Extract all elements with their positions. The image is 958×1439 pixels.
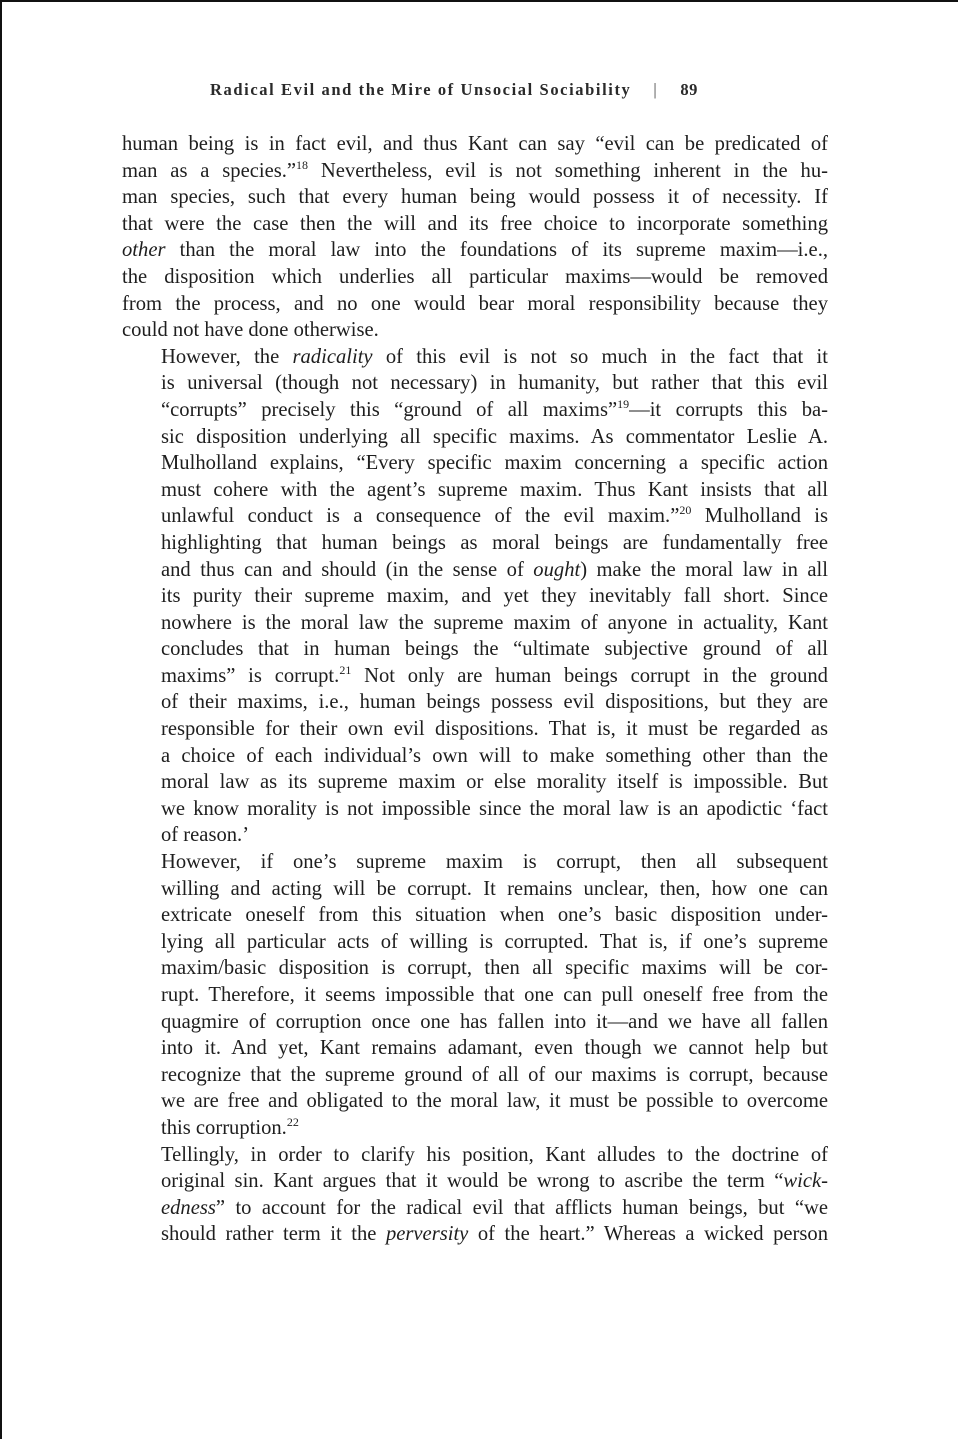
text-run: into it. And yet, Kant remains adamant, even though we cannot help but [161, 1037, 828, 1060]
paragraph [122, 131, 828, 344]
footnote-marker: 20 [679, 503, 692, 518]
text-run: maxims” is corrupt. [161, 664, 340, 687]
text-line [122, 876, 828, 903]
text-run: Nevertheless, evil is not something inherent in the hu- [308, 159, 828, 182]
text-run: highlighting that human beings as moral beings are fundamentally free [161, 531, 828, 554]
text-line [122, 583, 828, 610]
text-run: moral law as its supreme maxim or else morality itself is impossible. But [161, 771, 828, 794]
text-line [122, 211, 828, 238]
text-line [122, 291, 828, 318]
text-run: a choice of each individual’s own will to make something other than the [161, 744, 828, 767]
text-run: concludes that in human beings the “ultimate subjective ground of all [161, 638, 828, 661]
text-line [122, 1062, 828, 1089]
text-run: However, the [161, 345, 293, 368]
text-line [122, 1088, 828, 1115]
text-run: ) make the moral law in all [580, 558, 828, 581]
text-run: should rather term it the [161, 1223, 386, 1246]
emphasis: radicality [292, 345, 373, 368]
text-line [122, 1195, 828, 1222]
text-run: However, if one’s supreme maxim is corrupt, then all subsequent [161, 851, 828, 874]
text-line [122, 1168, 828, 1195]
text-line [122, 955, 828, 982]
emphasis: perversity [385, 1223, 469, 1246]
body-text [122, 131, 828, 1248]
text-line [122, 557, 828, 584]
text-run: Mulholland explains, “Every specific maxim concerning a specific action [161, 452, 828, 475]
text-run: man species, such that every human being would possess it of necessity. If [122, 186, 828, 209]
text-run: lying all particular acts of willing is corrupted. That is, if one’s supreme [161, 930, 828, 953]
text-line [122, 184, 828, 211]
text-run: Mulholland is [691, 505, 828, 528]
text-run: “corrupts” precisely this “ground of all maxims” [161, 398, 618, 421]
text-run: quagmire of corruption once one has fallen into it—and we have all fallen [161, 1010, 828, 1033]
text-run: Not only are human beings corrupt in the ground [351, 664, 828, 687]
text-run: nowhere is the moral law the supreme maxim of anyone in actuality, Kant [161, 611, 828, 634]
text-line [122, 503, 828, 530]
text-run: from the process, and no one would bear moral responsibility because they [122, 292, 828, 315]
footnote-marker: 21 [339, 662, 352, 677]
text-line [122, 264, 828, 291]
text-run: rupt. Therefore, it seems impossible that one can pull oneself free from the [161, 984, 828, 1006]
text-run: human being is in fact evil, and thus Kant can say “evil can be predicated of [122, 133, 828, 155]
text-line [122, 636, 828, 663]
text-run: man as a species.” [122, 159, 297, 182]
text-line [122, 344, 828, 371]
text-run: Tellingly, in order to clarify his position, Kant alludes to the doctrine of [161, 1143, 828, 1166]
text-line [122, 424, 828, 451]
text-run: of their maxims, i.e., human beings possess evil dispositions, but they are [161, 691, 828, 714]
text-run: this corruption. [161, 1116, 287, 1139]
footnote-marker: 18 [296, 157, 309, 172]
text-run: of reason.’ [161, 824, 250, 847]
text-line [122, 689, 828, 716]
text-line [122, 929, 828, 956]
text-line [122, 610, 828, 637]
text-line [122, 902, 828, 929]
text-line [122, 477, 828, 504]
text-run: could not have done otherwise. [122, 319, 379, 342]
text-run: of the heart.” Whereas a wicked person [468, 1223, 829, 1246]
text-run: is universal (though not necessary) in humanity, but rather that this evil [161, 372, 828, 395]
text-line [122, 769, 828, 796]
text-line [122, 1035, 828, 1062]
footnote-marker: 19 [617, 396, 630, 411]
text-run: must cohere with the agent’s supreme maxim. Thus Kant insists that all [161, 478, 828, 501]
text-line [122, 131, 828, 158]
emphasis: wick- [783, 1170, 828, 1193]
emphasis: other [122, 239, 166, 262]
text-run: ” to account for the radical evil that afflicts human beings, but “we [215, 1196, 828, 1219]
text-line [122, 849, 828, 876]
text-line [122, 1115, 828, 1142]
text-run: we are free and obligated to the moral law, it must be possible to overcome [161, 1090, 828, 1113]
text-line [122, 237, 828, 264]
text-line [122, 982, 828, 1009]
page-number: 89 [680, 80, 698, 99]
text-line [122, 317, 828, 344]
text-run: —it corrupts this ba- [629, 398, 828, 421]
text-run: willing and acting will be corrupt. It remains unclear, then, how one can [161, 877, 828, 900]
text-run: that were the case then the will and its free choice to incorporate something [122, 212, 828, 235]
text-run: maxim/basic disposition is corrupt, then all specific maxims will be cor- [161, 957, 828, 980]
text-run: recognize that the supreme ground of all of our maxims is corrupt, because [161, 1063, 828, 1086]
text-run: unlawful conduct is a consequence of the evil maxim.” [161, 505, 680, 528]
running-head [210, 80, 830, 100]
text-line [122, 796, 828, 823]
text-run: of this evil is not so much in the fact that it [372, 345, 828, 368]
paragraph [122, 344, 828, 849]
text-line [122, 716, 828, 743]
text-run: responsible for their own evil dispositions. That is, it must be regarded as [161, 718, 828, 741]
text-line [122, 1142, 828, 1169]
text-line [122, 397, 828, 424]
text-line [122, 1221, 828, 1248]
footnote-marker: 22 [286, 1114, 299, 1129]
text-run: sic disposition underlying all specific maxims. As commentator Leslie A. [161, 425, 828, 448]
text-run: original sin. Kant argues that it would be wrong to ascribe the term “ [161, 1170, 784, 1193]
running-head-separator: | [653, 80, 659, 99]
emphasis: edness [161, 1196, 216, 1219]
paragraph [122, 1142, 828, 1248]
running-head-title: Radical Evil and the Mire of Unsocial Sociability [210, 80, 632, 99]
paragraph [122, 849, 828, 1142]
text-line [122, 663, 828, 690]
text-line [122, 530, 828, 557]
text-line [122, 743, 828, 770]
text-run: we know morality is not impossible since the moral law is an apodictic ‘fact [161, 797, 828, 820]
text-line [122, 450, 828, 477]
text-run: the disposition which underlies all particular maxims—would be removed [122, 265, 828, 288]
text-line [122, 370, 828, 397]
text-run: and thus can and should (in the sense of [161, 558, 534, 581]
text-line [122, 1009, 828, 1036]
text-run: than the moral law into the foundations of its supreme maxim—i.e., [165, 239, 828, 262]
text-run: its purity their supreme maxim, and yet they inevitably fall short. Since [161, 585, 828, 608]
text-run: extricate oneself from this situation when one’s basic disposition under- [161, 904, 828, 927]
emphasis: ought [533, 558, 581, 581]
text-line [122, 822, 828, 849]
text-line [122, 158, 828, 185]
